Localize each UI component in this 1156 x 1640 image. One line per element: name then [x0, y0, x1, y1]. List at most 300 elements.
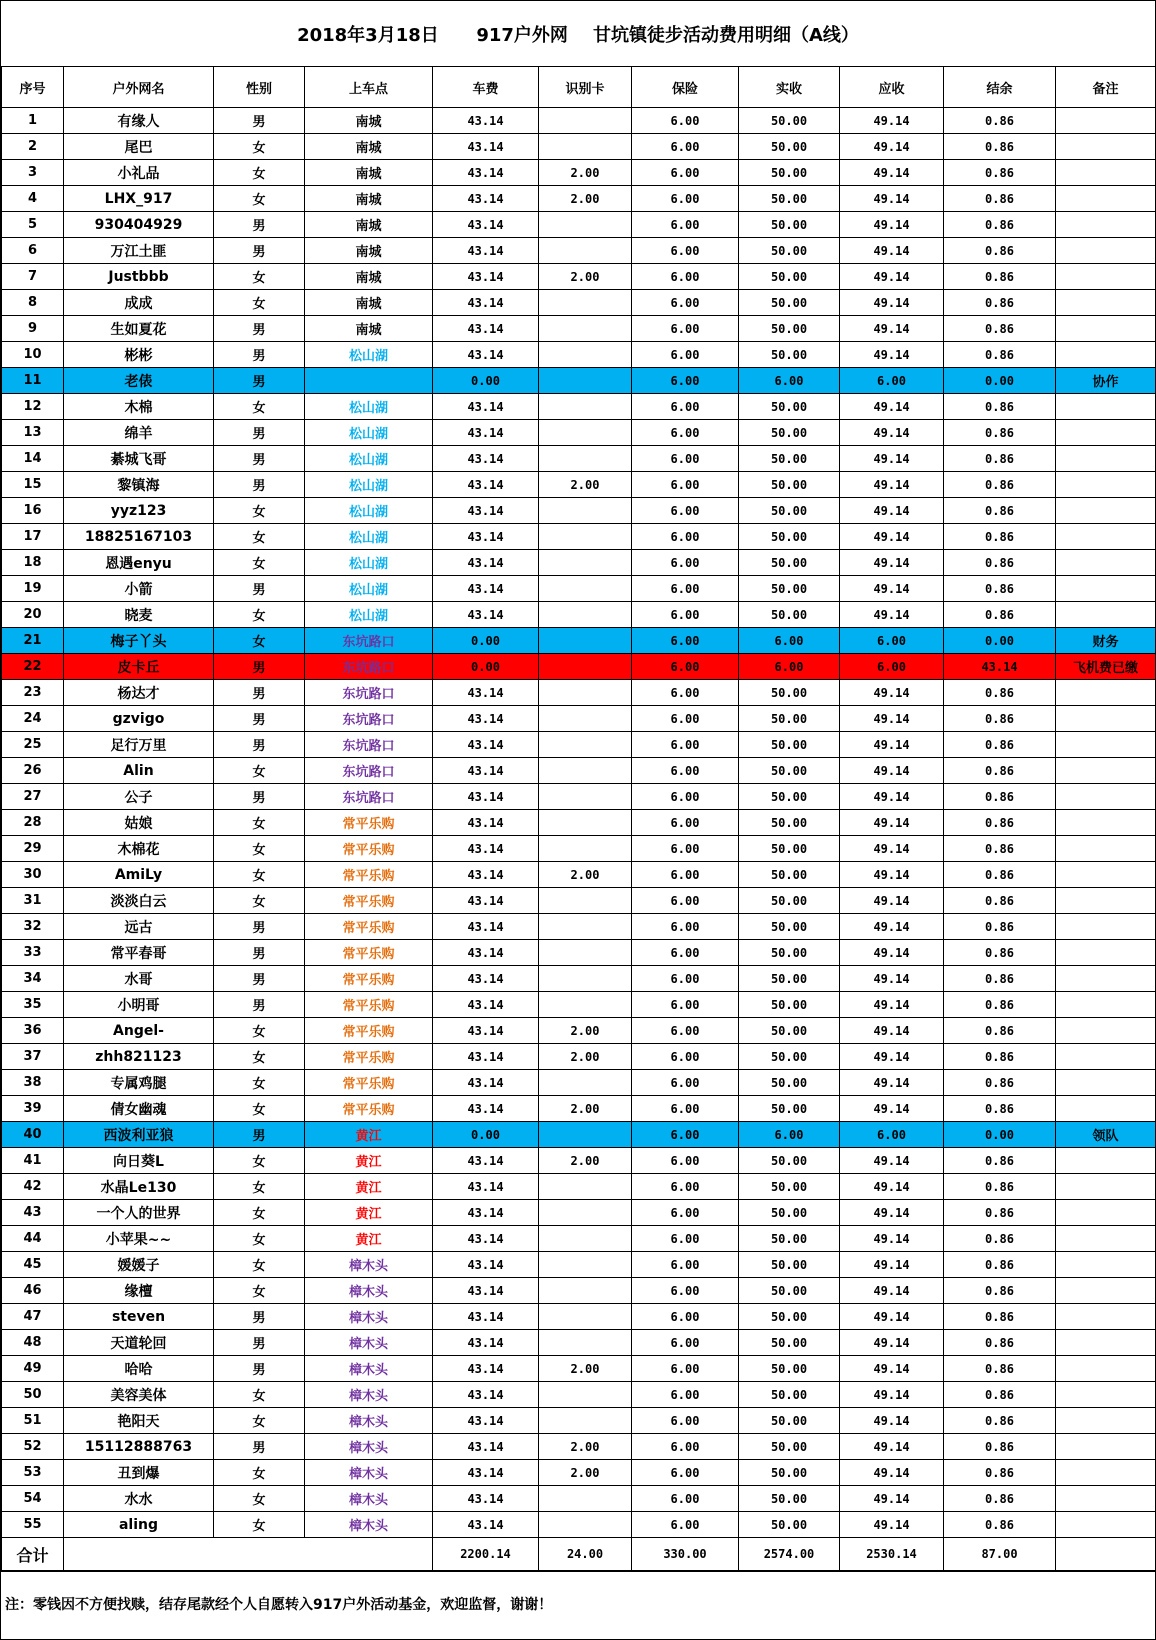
cell-pickup: 常平乐购 [305, 940, 433, 966]
cell-name: 水晶Le130 [64, 1174, 214, 1200]
cell-due: 49.14 [840, 1460, 944, 1486]
cell-name: Angel- [64, 1018, 214, 1044]
cell-sex: 男 [214, 1434, 305, 1460]
cell-card [539, 238, 632, 264]
cell-paid: 50.00 [739, 316, 840, 342]
cell-insurance: 6.00 [632, 1278, 739, 1304]
cell-due: 49.14 [840, 524, 944, 550]
cell-insurance: 6.00 [632, 160, 739, 186]
cell-insurance: 6.00 [632, 446, 739, 472]
cell-sex: 男 [214, 732, 305, 758]
cell-insurance: 6.00 [632, 264, 739, 290]
cell-name: 丑到爆 [64, 1460, 214, 1486]
cell-card [539, 290, 632, 316]
cell-sex: 男 [214, 992, 305, 1018]
cell-name: gzvigo [64, 706, 214, 732]
cell-fare: 43.14 [433, 836, 539, 862]
cell-name: 老俵 [64, 368, 214, 394]
cell-paid: 50.00 [739, 238, 840, 264]
cell-note [1056, 108, 1156, 134]
cell-fare: 43.14 [433, 498, 539, 524]
cell-due: 49.14 [840, 1356, 944, 1382]
cell-due: 49.14 [840, 1174, 944, 1200]
cell-pickup: 松山湖 [305, 550, 433, 576]
cell-note [1056, 342, 1156, 368]
cell-name: 远古 [64, 914, 214, 940]
cell-card: 2.00 [539, 1434, 632, 1460]
cell-note [1056, 238, 1156, 264]
cell-insurance: 6.00 [632, 862, 739, 888]
cell-sex: 女 [214, 1486, 305, 1512]
cell-insurance: 6.00 [632, 1512, 739, 1538]
cell-note [1056, 602, 1156, 628]
cell-note [1056, 706, 1156, 732]
cell-pickup: 松山湖 [305, 446, 433, 472]
cell-card: 2.00 [539, 1096, 632, 1122]
cell-pickup: 东坑路口 [305, 654, 433, 680]
cell-note [1056, 966, 1156, 992]
cell-due: 49.14 [840, 186, 944, 212]
cell-due: 49.14 [840, 576, 944, 602]
cell-name: 常平春哥 [64, 940, 214, 966]
cell-fare: 43.14 [433, 576, 539, 602]
table-row [2, 1252, 1156, 1278]
cell-sex: 女 [214, 758, 305, 784]
cell-insurance: 6.00 [632, 680, 739, 706]
cell-no: 24 [2, 706, 64, 732]
cell-fare: 43.14 [433, 1434, 539, 1460]
table-row [2, 940, 1156, 966]
cell-due: 49.14 [840, 446, 944, 472]
cell-sex: 男 [214, 1356, 305, 1382]
cell-sex: 男 [214, 420, 305, 446]
cell-sex: 男 [214, 342, 305, 368]
cell-fare: 43.14 [433, 134, 539, 160]
cell-fare: 43.14 [433, 1512, 539, 1538]
cell-pickup: 南城 [305, 238, 433, 264]
cell-balance: 0.86 [944, 394, 1056, 420]
cell-note [1056, 316, 1156, 342]
table-row [2, 732, 1156, 758]
cell-no: 11 [2, 368, 64, 394]
table-row [2, 836, 1156, 862]
cell-pickup: 黄江 [305, 1200, 433, 1226]
cell-pickup: 樟木头 [305, 1460, 433, 1486]
cell-note [1056, 524, 1156, 550]
cell-fare: 43.14 [433, 1330, 539, 1356]
cell-note [1056, 1226, 1156, 1252]
cell-balance: 43.14 [944, 654, 1056, 680]
cell-note [1056, 836, 1156, 862]
cell-due: 49.14 [840, 862, 944, 888]
cell-card: 2.00 [539, 264, 632, 290]
cell-due: 49.14 [840, 810, 944, 836]
cell-balance: 0.86 [944, 1408, 1056, 1434]
table-row [2, 1382, 1156, 1408]
cell-fare: 43.14 [433, 342, 539, 368]
cell-paid: 50.00 [739, 472, 840, 498]
cell-due: 49.14 [840, 212, 944, 238]
cell-name: 杨达才 [64, 680, 214, 706]
cell-sex: 男 [214, 108, 305, 134]
cell-note [1056, 446, 1156, 472]
cell-card [539, 1174, 632, 1200]
cell-name: 西波利亚狼 [64, 1122, 214, 1148]
cell-sex: 女 [214, 160, 305, 186]
cell-balance: 0.86 [944, 186, 1056, 212]
table-row [2, 368, 1156, 394]
cell-no: 53 [2, 1460, 64, 1486]
cell-pickup: 常平乐购 [305, 1096, 433, 1122]
table-row [2, 290, 1156, 316]
cell-name: 哈哈 [64, 1356, 214, 1382]
table-row [2, 576, 1156, 602]
cell-due: 49.14 [840, 1096, 944, 1122]
cell-balance: 0.86 [944, 1512, 1056, 1538]
cell-card: 2.00 [539, 472, 632, 498]
cell-insurance: 6.00 [632, 498, 739, 524]
cell-card [539, 316, 632, 342]
cell-sex: 男 [214, 1304, 305, 1330]
cell-note [1056, 420, 1156, 446]
cell-name: 小礼品 [64, 160, 214, 186]
cell-card [539, 758, 632, 784]
cell-sex: 女 [214, 1460, 305, 1486]
cell-pickup: 樟木头 [305, 1356, 433, 1382]
cell-paid: 50.00 [739, 342, 840, 368]
cell-paid: 50.00 [739, 1096, 840, 1122]
cell-paid: 50.00 [739, 836, 840, 862]
table-row [2, 1096, 1156, 1122]
cell-fare: 43.14 [433, 758, 539, 784]
cell-paid: 6.00 [739, 1122, 840, 1148]
cell-no: 55 [2, 1512, 64, 1538]
cell-note [1056, 264, 1156, 290]
cell-no: 12 [2, 394, 64, 420]
cell-no: 13 [2, 420, 64, 446]
cell-fare: 43.14 [433, 1408, 539, 1434]
cell-balance: 0.86 [944, 1096, 1056, 1122]
cell-sex: 女 [214, 1044, 305, 1070]
table-row [2, 238, 1156, 264]
cell-balance: 0.86 [944, 212, 1056, 238]
table-row [2, 1460, 1156, 1486]
cell-pickup: 黄江 [305, 1122, 433, 1148]
table-row [2, 1278, 1156, 1304]
cell-paid: 50.00 [739, 862, 840, 888]
cell-name: 皮卡丘 [64, 654, 214, 680]
table-row [2, 1200, 1156, 1226]
cell-no: 32 [2, 914, 64, 940]
cell-fare: 43.14 [433, 420, 539, 446]
cell-insurance: 6.00 [632, 914, 739, 940]
cell-pickup: 南城 [305, 290, 433, 316]
cell-due: 49.14 [840, 680, 944, 706]
cell-due: 49.14 [840, 1408, 944, 1434]
cell-fare: 43.14 [433, 264, 539, 290]
cell-pickup: 常平乐购 [305, 1070, 433, 1096]
cell-due: 49.14 [840, 836, 944, 862]
cell-pickup: 南城 [305, 212, 433, 238]
cell-pickup: 常平乐购 [305, 914, 433, 940]
cell-card [539, 680, 632, 706]
cell-sex: 男 [214, 654, 305, 680]
cell-card [539, 1408, 632, 1434]
cell-pickup: 黄江 [305, 1226, 433, 1252]
cell-paid: 50.00 [739, 1018, 840, 1044]
cell-due: 49.14 [840, 1252, 944, 1278]
cell-note [1056, 810, 1156, 836]
cell-insurance: 6.00 [632, 316, 739, 342]
cell-fare: 43.14 [433, 1174, 539, 1200]
cell-paid: 50.00 [739, 1148, 840, 1174]
cell-due: 49.14 [840, 888, 944, 914]
cell-balance: 0.86 [944, 342, 1056, 368]
cell-no: 28 [2, 810, 64, 836]
cell-card [539, 342, 632, 368]
cell-name: 恩遇enyu [64, 550, 214, 576]
cell-no: 5 [2, 212, 64, 238]
cell-no: 30 [2, 862, 64, 888]
cell-name: 向日葵L [64, 1148, 214, 1174]
table-row [2, 680, 1156, 706]
cell-name: steven [64, 1304, 214, 1330]
cell-paid: 50.00 [739, 706, 840, 732]
cell-insurance: 6.00 [632, 1200, 739, 1226]
cell-paid: 50.00 [739, 524, 840, 550]
cell-no: 49 [2, 1356, 64, 1382]
cell-pickup: 常平乐购 [305, 966, 433, 992]
cell-no: 45 [2, 1252, 64, 1278]
cell-sex: 女 [214, 1512, 305, 1538]
cell-balance: 0.86 [944, 108, 1056, 134]
cell-fare: 43.14 [433, 1278, 539, 1304]
cell-card [539, 706, 632, 732]
header-cell-insurance: 保险 [632, 67, 739, 108]
table-row [2, 758, 1156, 784]
cell-no: 31 [2, 888, 64, 914]
cell-no: 4 [2, 186, 64, 212]
cell-no: 43 [2, 1200, 64, 1226]
cell-balance: 0.86 [944, 498, 1056, 524]
cell-pickup: 松山湖 [305, 342, 433, 368]
cell-due: 49.14 [840, 394, 944, 420]
cell-sex: 女 [214, 602, 305, 628]
cell-name: 艳阳天 [64, 1408, 214, 1434]
cell-card [539, 1070, 632, 1096]
cell-no: 3 [2, 160, 64, 186]
cell-balance: 0.86 [944, 1226, 1056, 1252]
cell-card [539, 836, 632, 862]
cell-pickup: 樟木头 [305, 1408, 433, 1434]
cell-fare: 43.14 [433, 316, 539, 342]
cell-insurance: 6.00 [632, 784, 739, 810]
cell-balance: 0.86 [944, 680, 1056, 706]
cell-paid: 50.00 [739, 420, 840, 446]
cell-note [1056, 498, 1156, 524]
cell-due: 49.14 [840, 1200, 944, 1226]
cell-due: 49.14 [840, 1044, 944, 1070]
cell-due: 49.14 [840, 134, 944, 160]
cell-note [1056, 550, 1156, 576]
cell-due: 49.14 [840, 1304, 944, 1330]
table-row [2, 498, 1156, 524]
cell-pickup: 常平乐购 [305, 836, 433, 862]
cell-paid: 50.00 [739, 1044, 840, 1070]
cell-pickup: 南城 [305, 316, 433, 342]
cell-insurance: 6.00 [632, 1434, 739, 1460]
cell-no: 47 [2, 1304, 64, 1330]
cell-paid: 50.00 [739, 1460, 840, 1486]
cell-fare: 0.00 [433, 628, 539, 654]
cell-sex: 女 [214, 264, 305, 290]
cell-paid: 50.00 [739, 1408, 840, 1434]
cell-pickup: 松山湖 [305, 472, 433, 498]
cell-fare: 43.14 [433, 862, 539, 888]
cell-fare: 43.14 [433, 550, 539, 576]
cell-name: 彬彬 [64, 342, 214, 368]
cell-no: 46 [2, 1278, 64, 1304]
cell-fare: 43.14 [433, 1356, 539, 1382]
cell-no: 48 [2, 1330, 64, 1356]
cell-balance: 0.00 [944, 368, 1056, 394]
cell-note [1056, 1434, 1156, 1460]
cell-fare: 43.14 [433, 1382, 539, 1408]
header-cell-sex: 性别 [214, 67, 305, 108]
cell-balance: 0.86 [944, 1174, 1056, 1200]
cell-pickup: 樟木头 [305, 1304, 433, 1330]
table-row [2, 134, 1156, 160]
cell-fare: 43.14 [433, 784, 539, 810]
cell-balance: 0.86 [944, 888, 1056, 914]
cell-pickup: 樟木头 [305, 1330, 433, 1356]
cell-name: 水哥 [64, 966, 214, 992]
cell-fare: 43.14 [433, 680, 539, 706]
cell-insurance: 6.00 [632, 992, 739, 1018]
cell-balance: 0.86 [944, 550, 1056, 576]
cell-balance: 0.86 [944, 1070, 1056, 1096]
cell-no: 37 [2, 1044, 64, 1070]
cell-insurance: 6.00 [632, 1174, 739, 1200]
cell-note [1056, 1252, 1156, 1278]
table-row [2, 1174, 1156, 1200]
cell-insurance: 6.00 [632, 1460, 739, 1486]
cell-pickup: 樟木头 [305, 1434, 433, 1460]
cell-paid: 50.00 [739, 186, 840, 212]
cell-no: 10 [2, 342, 64, 368]
cell-paid: 50.00 [739, 1226, 840, 1252]
cell-pickup: 松山湖 [305, 498, 433, 524]
cell-balance: 0.86 [944, 1278, 1056, 1304]
cell-balance: 0.86 [944, 1018, 1056, 1044]
cell-card [539, 940, 632, 966]
cell-balance: 0.86 [944, 940, 1056, 966]
cell-pickup: 樟木头 [305, 1382, 433, 1408]
cell-fare: 43.14 [433, 1044, 539, 1070]
total-insurance: 330.00 [632, 1538, 739, 1571]
cell-card: 2.00 [539, 1018, 632, 1044]
expense-table [1, 66, 1156, 1571]
cell-pickup: 东坑路口 [305, 758, 433, 784]
cell-no: 42 [2, 1174, 64, 1200]
cell-name: 成成 [64, 290, 214, 316]
cell-pickup: 常平乐购 [305, 810, 433, 836]
cell-paid: 50.00 [739, 758, 840, 784]
cell-insurance: 6.00 [632, 1226, 739, 1252]
cell-balance: 0.86 [944, 758, 1056, 784]
cell-due: 49.14 [840, 498, 944, 524]
cell-insurance: 6.00 [632, 290, 739, 316]
cell-paid: 50.00 [739, 1070, 840, 1096]
cell-note [1056, 1330, 1156, 1356]
cell-name: aling [64, 1512, 214, 1538]
cell-paid: 50.00 [739, 1512, 840, 1538]
cell-due: 49.14 [840, 706, 944, 732]
cell-balance: 0.86 [944, 784, 1056, 810]
cell-no: 52 [2, 1434, 64, 1460]
cell-no: 25 [2, 732, 64, 758]
table-row [2, 1226, 1156, 1252]
cell-insurance: 6.00 [632, 238, 739, 264]
cell-due: 49.14 [840, 992, 944, 1018]
cell-card [539, 810, 632, 836]
cell-insurance: 6.00 [632, 1018, 739, 1044]
cell-due: 49.14 [840, 420, 944, 446]
cell-sex: 女 [214, 1226, 305, 1252]
cell-due: 49.14 [840, 264, 944, 290]
cell-name: 黎镇海 [64, 472, 214, 498]
cell-card [539, 1330, 632, 1356]
cell-no: 2 [2, 134, 64, 160]
cell-no: 20 [2, 602, 64, 628]
cell-insurance: 6.00 [632, 524, 739, 550]
cell-due: 49.14 [840, 1382, 944, 1408]
cell-paid: 50.00 [739, 966, 840, 992]
cell-due: 49.14 [840, 1512, 944, 1538]
cell-card [539, 420, 632, 446]
cell-no: 40 [2, 1122, 64, 1148]
cell-balance: 0.86 [944, 836, 1056, 862]
cell-note [1056, 394, 1156, 420]
cell-insurance: 6.00 [632, 836, 739, 862]
cell-balance: 0.86 [944, 732, 1056, 758]
cell-pickup: 东坑路口 [305, 784, 433, 810]
table-row [2, 1408, 1156, 1434]
cell-name: 生如夏花 [64, 316, 214, 342]
cell-card: 2.00 [539, 862, 632, 888]
cell-balance: 0.86 [944, 1486, 1056, 1512]
cell-balance: 0.86 [944, 1356, 1056, 1382]
cell-note [1056, 1044, 1156, 1070]
cell-no: 9 [2, 316, 64, 342]
cell-pickup: 黄江 [305, 1148, 433, 1174]
cell-sex: 男 [214, 316, 305, 342]
cell-note [1056, 1408, 1156, 1434]
cell-sex: 男 [214, 706, 305, 732]
table-row [2, 550, 1156, 576]
cell-pickup: 松山湖 [305, 394, 433, 420]
cell-no: 19 [2, 576, 64, 602]
cell-card [539, 134, 632, 160]
cell-sex: 男 [214, 680, 305, 706]
cell-due: 49.14 [840, 602, 944, 628]
cell-card: 2.00 [539, 186, 632, 212]
cell-name: 天道轮回 [64, 1330, 214, 1356]
table-row [2, 888, 1156, 914]
cell-fare: 43.14 [433, 992, 539, 1018]
cell-fare: 43.14 [433, 1018, 539, 1044]
header-cell-due: 应收 [840, 67, 944, 108]
